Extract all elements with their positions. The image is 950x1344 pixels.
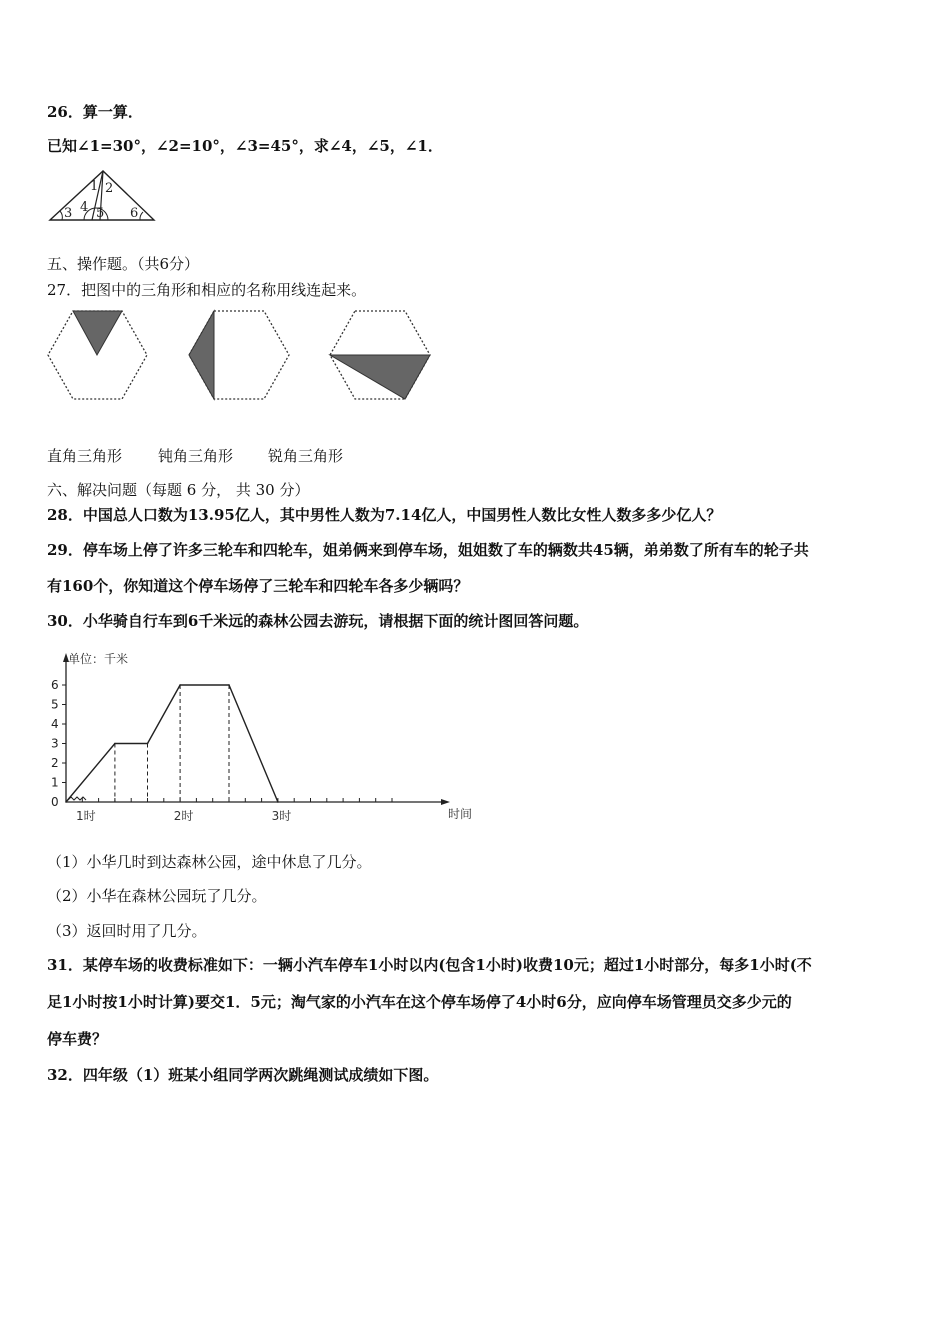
triangle-name-obtuse: 钝角三角形: [158, 447, 234, 465]
section5-heading: 五、操作题。（共6分）: [47, 255, 200, 273]
q30-text: 30．小华骑自行车到6千米远的森林公园去游玩，请根据下面的统计图回答问题。: [47, 612, 589, 630]
chart-y-tick-label-5: 5: [51, 697, 59, 712]
chart-x-label: 时间: [448, 807, 473, 821]
chart-y-tick-label-6: 6: [51, 678, 59, 692]
angle-label-6: 6: [130, 206, 139, 221]
chart-y-unit-label: 单位：千米: [68, 652, 129, 666]
chart-x-tick-label-3: 3时: [271, 809, 292, 823]
hexagon-2: [189, 311, 289, 399]
q30-sub3: （3）返回时用了几分。: [47, 922, 207, 940]
q30-sub1: （1）小华几时到达森林公园，途中休息了几分。: [47, 853, 372, 871]
chart-point-4: [228, 684, 230, 686]
angle-label-2: 2: [105, 181, 114, 196]
chart-x-tick-label-2: 2时: [173, 809, 194, 823]
chart-point-0: [65, 801, 67, 803]
hexagon-1: [48, 311, 147, 399]
q28-text: 28．中国总人口数为13.95亿人，其中男性人数为7.14亿人，中国男性人数比女性人数多多少亿人？: [47, 506, 722, 524]
chart-y-tick-label-2: 2: [51, 756, 59, 770]
q32-text: 32．四年级（1）班某小组同学两次跳绳测试成绩如下图。: [47, 1066, 439, 1084]
q29-line2: 有160个，你知道这个停车场停了三轮车和四轮车各多少辆吗？: [47, 577, 469, 595]
angle-label-5: 5: [96, 206, 105, 221]
chart-y-tick-label-0: 0: [51, 795, 59, 809]
angle-label-1: 1: [90, 179, 99, 194]
chart-point-3: [179, 684, 181, 686]
q29-line1: 29．停车场上停了许多三轮车和四轮车，姐弟俩来到停车场，姐姐数了车的辆数共45辆，弟弟数了所有车的轮子共: [47, 541, 809, 559]
triangle-name-right: 直角三角形: [47, 447, 123, 465]
chart-y-tick-label-3: 3: [51, 736, 59, 751]
chart-y-tick-label-4: 4: [51, 717, 59, 731]
hexagon-3: [330, 311, 430, 399]
chart-point-2: [147, 743, 149, 745]
q26-title: 26．算一算．: [47, 103, 143, 121]
distance-time-chart: [48, 645, 488, 835]
triangle-name-acute: 锐角三角形: [268, 447, 344, 465]
q31-line3: 停车费？: [47, 1030, 108, 1048]
hexagon-figures: [46, 308, 446, 404]
angle-label-4: 4: [80, 200, 89, 215]
section6-heading: 六、解决问题（每题 6 分， 共 30 分）: [47, 481, 310, 499]
chart-x-tick-label-1: 1时: [76, 809, 96, 823]
q31-line1: 31．某停车场的收费标准如下：一辆小汽车停车1小时以内(包含1小时)收费10元；超过1小时部分，每多1小时(不: [47, 956, 812, 974]
chart-point-5: [277, 801, 279, 803]
chart-x-arrow: [441, 799, 450, 805]
chart-point-1: [114, 743, 116, 745]
q27-text: 27．把图中的三角形和相应的名称用线连起来。: [47, 281, 367, 299]
q31-line2: 足1小时按1小时计算)要交1．5元；淘气家的小汽车在这个停车场停了4小时6分，应向停车场管理员交多少元的: [47, 993, 792, 1011]
chart-series-line: [66, 685, 278, 802]
triangle-angle-figure: [48, 168, 158, 226]
angle-label-3: 3: [64, 206, 73, 221]
q26-text: 已知∠1=30°，∠2=10°，∠3=45°，求∠4，∠5，∠1．: [47, 137, 443, 155]
q30-sub2: （2）小华在森林公园玩了几分。: [47, 887, 267, 905]
chart-y-tick-label-1: 1: [51, 775, 59, 790]
